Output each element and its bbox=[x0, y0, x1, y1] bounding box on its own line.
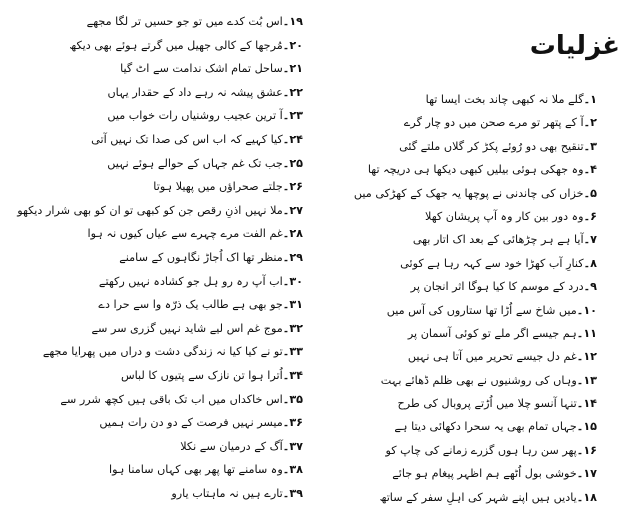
entry-number: ۳۶ bbox=[289, 416, 303, 430]
entry-text: عشق پیشہ نہ رہے داد کے حقدار یہاں bbox=[107, 85, 283, 99]
entry-text: غم دل جیسے تحریر میں آتا ہی نہیں bbox=[407, 350, 577, 364]
index-entry bbox=[320, 299, 597, 322]
index-entry bbox=[60, 458, 303, 482]
entry-text: ساحل تمام اشک ندامت سے اٹ گیا bbox=[120, 62, 283, 76]
index-entry bbox=[320, 111, 597, 134]
entry-number: ۱۸ bbox=[583, 490, 597, 504]
entry-number: ۱۱ bbox=[583, 326, 597, 340]
entry-separator: ۔ bbox=[576, 373, 584, 387]
entry-text: آ ترین عجیب روشنیاں رات خواب میں bbox=[107, 109, 283, 123]
ghazal-index-left bbox=[17, 10, 303, 505]
entry-number: ۳۱ bbox=[289, 298, 303, 312]
entry-separator: ۔ bbox=[576, 467, 584, 481]
entry-number: ۲۹ bbox=[289, 250, 303, 264]
index-entry bbox=[60, 435, 303, 459]
entry-number: ۳۰ bbox=[289, 274, 303, 288]
entry-text: آگ کے درمیان سے نکلا bbox=[180, 439, 283, 453]
entry-separator: ۔ bbox=[576, 443, 584, 457]
index-entry bbox=[320, 345, 597, 368]
entry-separator: ۔ bbox=[282, 345, 290, 359]
entry-text: تارے ہیں نہ ماہتاب یارو bbox=[171, 486, 283, 500]
entry-number: ۳۴ bbox=[289, 368, 303, 382]
index-entry bbox=[60, 81, 303, 105]
index-entry bbox=[60, 411, 303, 435]
entry-text: اب آپ رہ رو ہل جو کشادہ نہیں رکھتے bbox=[98, 274, 283, 288]
entry-separator: ۔ bbox=[282, 156, 290, 170]
entry-number: ۲۶ bbox=[289, 180, 303, 194]
entry-number: ۲۱ bbox=[289, 62, 303, 76]
entry-text: تنقیح بھی دو رُوئے پکڑ کر گلاں ملتے گئی bbox=[399, 139, 584, 153]
entry-separator: ۔ bbox=[576, 350, 584, 364]
entry-text: وہاں کی روشنیوں نے بھی ظلم ڈھائے بہت bbox=[380, 373, 577, 387]
entry-text: ملا نہیں اذنِ رقص جن کو کبھی تو ان کو بھی شرار دیکھو bbox=[17, 203, 283, 217]
entry-separator: ۔ bbox=[282, 109, 290, 123]
index-entry bbox=[320, 158, 597, 181]
index-entry bbox=[60, 222, 303, 246]
entry-text: وہ جھکی ہوئی بیلیں کبھی دیکھا ہی دریچہ تھا bbox=[367, 163, 584, 177]
entry-number: ۳۵ bbox=[289, 392, 303, 406]
index-entry bbox=[320, 182, 597, 205]
page-title: غزلیات bbox=[529, 31, 620, 61]
index-entry bbox=[60, 317, 303, 341]
index-entry bbox=[60, 175, 303, 199]
entry-number: ۱۶ bbox=[583, 443, 597, 457]
entry-number: ۳۳ bbox=[289, 345, 303, 359]
entry-text: کنارِ آب کھڑا خود سے کہہ رہا ہے کوئی bbox=[400, 256, 584, 270]
entry-separator: ۔ bbox=[282, 85, 290, 99]
entry-separator: ۔ bbox=[282, 250, 290, 264]
index-entry bbox=[320, 275, 597, 298]
entry-number: ۱۷ bbox=[583, 467, 597, 481]
index-entry bbox=[42, 340, 303, 364]
entry-text: خزاں کی چاندنی نے پوچھا یہ جھک کے کھڑکی میں bbox=[353, 186, 584, 200]
entry-separator: ۔ bbox=[583, 256, 591, 270]
entry-separator: ۔ bbox=[282, 15, 290, 28]
index-entry bbox=[320, 205, 597, 228]
entry-number: ۷ bbox=[590, 233, 597, 247]
index-entry bbox=[60, 482, 303, 506]
entry-separator: ۔ bbox=[576, 397, 584, 411]
entry-text: جو بھی ہے طالب یک ذرّہ وا سے حرا دے bbox=[98, 298, 283, 312]
entry-text: گلے ملا نہ کبھی چاند بخت ایسا تھا bbox=[425, 93, 584, 106]
index-entry bbox=[320, 462, 597, 485]
entry-separator: ۔ bbox=[576, 420, 584, 434]
entry-text: مُرجھا کے کالی جھیل میں گرتے ہوئے بھی دیکھ bbox=[69, 38, 283, 52]
entry-text: موج غم اس لیے شاید نہیں گزری سر سے bbox=[91, 321, 283, 335]
entry-text: پھر سن رہا ہوں گزرے زمانے کی چاپ کو bbox=[385, 443, 577, 457]
entry-number: ۲۸ bbox=[289, 227, 303, 241]
entry-number: ۳۷ bbox=[289, 439, 303, 453]
index-entry bbox=[60, 293, 303, 317]
index-entry bbox=[60, 57, 303, 81]
entry-text: غم الفت مرے چہرے سے عیاں کیوں نہ ہوا bbox=[87, 227, 283, 241]
entry-separator: ۔ bbox=[282, 180, 290, 194]
entry-number: ۳ bbox=[590, 139, 597, 153]
entry-separator: ۔ bbox=[282, 416, 290, 430]
index-entry bbox=[320, 415, 597, 438]
entry-text: اُترا ہوا تن نازک سے پتیوں کا لباس bbox=[120, 368, 283, 382]
entry-separator: ۔ bbox=[282, 321, 290, 335]
entry-number: ۲۵ bbox=[289, 156, 303, 170]
entry-text: آیا ہے ہر چڑھائی کے بعد اک اتار بھی bbox=[412, 233, 584, 247]
index-entry bbox=[60, 388, 303, 412]
index-entry bbox=[60, 34, 303, 58]
entry-separator: ۔ bbox=[282, 38, 290, 52]
index-entry bbox=[60, 104, 303, 128]
index-entry bbox=[320, 135, 597, 158]
entry-text: اس خاکداں میں اب تک باقی ہیں کچھ شرر سے bbox=[60, 392, 283, 406]
index-entry bbox=[320, 322, 597, 345]
index-entry bbox=[60, 10, 303, 34]
entry-separator: ۔ bbox=[583, 93, 591, 106]
entry-number: ۵ bbox=[590, 186, 597, 200]
entry-text: یادیں ہیں اپنے شہر کی اہلِ سفر کے ساتھ bbox=[379, 490, 577, 504]
entry-text: خوشی بول اُٹھے ہم اظہر پیغام ہو جائے bbox=[392, 467, 577, 481]
entry-number: ۲۳ bbox=[289, 109, 303, 123]
entry-text: درد کے موسم کا کیا ہوگا اثر انجان پر bbox=[410, 280, 584, 294]
entry-text: جلتے صحراؤں میں پھیلا ہوتا bbox=[153, 180, 283, 194]
entry-separator: ۔ bbox=[282, 227, 290, 241]
entry-number: ۸ bbox=[590, 256, 597, 270]
entry-separator: ۔ bbox=[583, 163, 591, 177]
index-entry bbox=[320, 369, 597, 392]
entry-text: وہ دور بین کار وہ آپ پریشان کھلا bbox=[425, 209, 584, 223]
entry-separator: ۔ bbox=[282, 203, 290, 217]
entry-number: ۱۵ bbox=[583, 420, 597, 434]
entry-number: ۲۴ bbox=[289, 132, 303, 146]
entry-separator: ۔ bbox=[282, 132, 290, 146]
entry-separator: ۔ bbox=[282, 439, 290, 453]
entry-separator: ۔ bbox=[282, 62, 290, 76]
entry-number: ۹ bbox=[590, 280, 597, 294]
entry-text: تو نے کیا کیا نہ زندگی دشت و دراں میں پھرایا مجھے bbox=[42, 345, 283, 359]
entry-separator: ۔ bbox=[583, 209, 591, 223]
entry-text: جب تک غم جہاں کے حوالے ہوئے نہیں bbox=[107, 156, 283, 170]
index-entry bbox=[60, 152, 303, 176]
index-entry bbox=[320, 486, 597, 509]
entry-text: آ کے پتھر تو مرے صحن میں دو چار گرے bbox=[403, 116, 584, 130]
index-entry bbox=[320, 88, 597, 111]
entry-number: ۲۷ bbox=[289, 203, 303, 217]
index-entry bbox=[60, 270, 303, 294]
entry-number: ۱۲ bbox=[583, 350, 597, 364]
entry-number: ۳۸ bbox=[289, 463, 303, 477]
index-entry bbox=[17, 199, 303, 223]
entry-number: ۱ bbox=[590, 93, 597, 106]
entry-separator: ۔ bbox=[583, 139, 591, 153]
entry-text: جہاں تمام بھی یہ سحرا دکھائی دیتا ہے bbox=[394, 420, 577, 434]
entry-separator: ۔ bbox=[576, 490, 584, 504]
entry-number: ۳۲ bbox=[289, 321, 303, 335]
entry-number: ۲۰ bbox=[289, 38, 303, 52]
index-entry bbox=[320, 228, 597, 251]
entry-number: ۴ bbox=[590, 163, 597, 177]
index-entry bbox=[320, 252, 597, 275]
entry-number: ۲ bbox=[590, 116, 597, 130]
entry-separator: ۔ bbox=[583, 233, 591, 247]
entry-separator: ۔ bbox=[576, 303, 584, 317]
index-entry bbox=[60, 246, 303, 270]
entry-separator: ۔ bbox=[282, 463, 290, 477]
entry-separator: ۔ bbox=[583, 116, 591, 130]
ghazal-index-right bbox=[320, 88, 597, 509]
entry-text: تنہا آنسو چلا میں اُڑتے پروبال کی طرح bbox=[397, 397, 577, 411]
entry-separator: ۔ bbox=[576, 326, 584, 340]
index-entry bbox=[60, 364, 303, 388]
entry-separator: ۔ bbox=[282, 368, 290, 382]
entry-separator: ۔ bbox=[282, 486, 290, 500]
index-entry bbox=[320, 439, 597, 462]
entry-separator: ۔ bbox=[583, 186, 591, 200]
entry-text: میسر نہیں فرصت کے دو دن رات ہمیں bbox=[99, 416, 283, 430]
entry-separator: ۔ bbox=[282, 274, 290, 288]
index-entry bbox=[320, 392, 597, 415]
entry-number: ۱۰ bbox=[583, 303, 597, 317]
entry-text: اس بُت کدے میں تو جو حسیں تر لگا مجھے bbox=[86, 15, 283, 28]
entry-separator: ۔ bbox=[282, 392, 290, 406]
entry-number: ۱۴ bbox=[583, 397, 597, 411]
entry-number: ۶ bbox=[590, 209, 597, 223]
entry-number: ۱۹ bbox=[289, 15, 303, 28]
entry-number: ۲۲ bbox=[289, 85, 303, 99]
entry-separator: ۔ bbox=[583, 280, 591, 294]
index-entry bbox=[60, 128, 303, 152]
entry-number: ۱۳ bbox=[583, 373, 597, 387]
entry-separator: ۔ bbox=[282, 298, 290, 312]
entry-text: ہم جیسے اگر ملے تو کوئی آسمان پر bbox=[407, 326, 577, 340]
entry-number: ۳۹ bbox=[289, 486, 303, 500]
entry-text: میں شاخ سے اُڑا تھا ستاروں کی آس میں bbox=[386, 303, 577, 317]
entry-text: کیا کہیے کہ اب اس کی صدا تک نہیں آتی bbox=[91, 132, 283, 146]
entry-text: منظر تھا اک اُجاڑ نگاہوں کے سامنے bbox=[119, 250, 283, 264]
entry-text: وہ سامنے تھا پھر بھی کہاں سامنا ہوا bbox=[108, 463, 283, 477]
